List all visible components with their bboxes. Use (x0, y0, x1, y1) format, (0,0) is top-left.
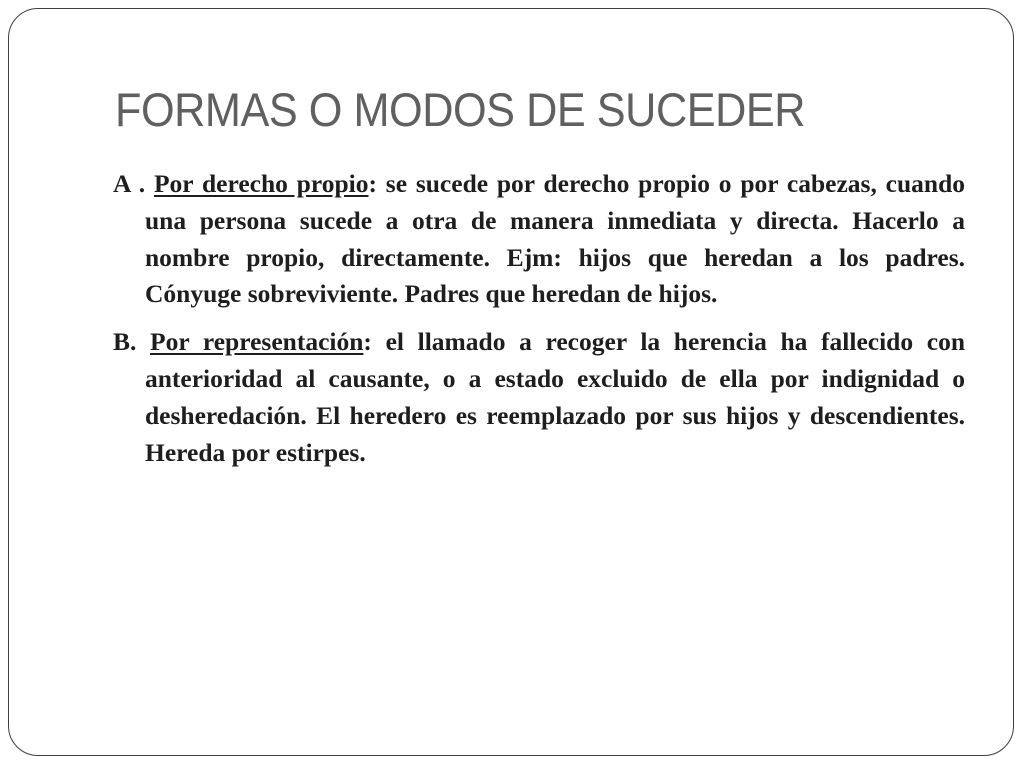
item-a-text: : se sucede por derecho propio o por cabezas, cuando una persona sucede a otra de manera inmediata y directa. Hacerlo a nombre propio, directamente. Ejm: hijos que heredan a los padres. Cónyuge sobreviviente. Padres que heredan de hijos. (145, 169, 965, 309)
item-a-term: Por derecho propio (153, 169, 369, 198)
item-b-marker: B. (113, 327, 151, 357)
item-a-marker: A . (113, 169, 154, 198)
item-a (113, 166, 965, 313)
item-b-text: : el llamado a recoger la herencia ha fallecido con anterioridad al causante, o a estado excluido de ella por indignidad o desheredación. El heredero es reemplazado por sus hijos y descendientes. Hereda por estirpes. (145, 327, 966, 467)
slide-body (113, 166, 965, 482)
item-b-term: Por representación (150, 327, 364, 357)
slide-title: FORMAS O MODOS DE SUCEDER (115, 83, 806, 136)
item-b (113, 324, 965, 471)
